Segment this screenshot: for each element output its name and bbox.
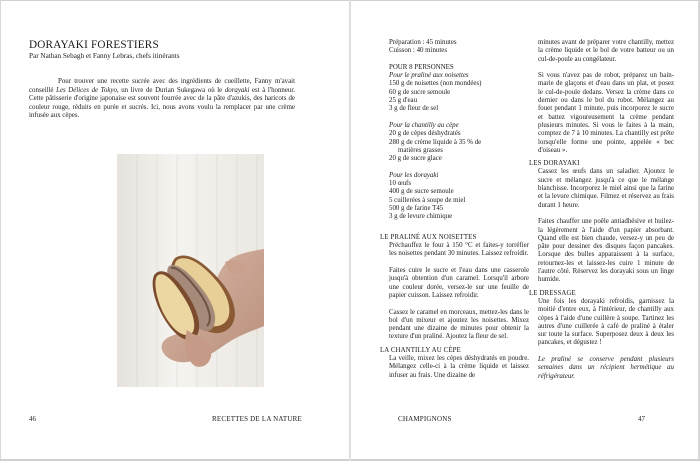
page-number-left: 46 (29, 415, 36, 423)
section-heading-dorayaki: LES DORAYAKI (529, 160, 580, 168)
recipe-byline: Par Nathan Sebagh et Fanny Lebras, chefs itinérants (29, 52, 180, 60)
ingredient-group-title: Pour le praliné aux noisettes (389, 72, 469, 80)
step-paragraph: La veille, mixez les cèpes déshydratés en poudre. Mélangez celle-ci à la crème liquide et laissez infuser au frais. Une dizaine de (389, 354, 529, 379)
step-paragraph-continued: minutes avant de préparer votre chantilly, mettez la crème liquide et le bol de votre batteur ou un cul-de-poule au congélateur. (538, 39, 674, 63)
dorayaki-photo (117, 154, 264, 387)
step-paragraph: Si vous n'avez pas de robot, préparez un bain-marie de glaçons et d'eau dans un plat, et posez le cul-de-poule dedans. Versez la crème dans ce dernier ou dans le bol du robot. Mélangez au fouet pendant 1 minute, puis incorporez le sucre et battez vigoureusement la crème pendant plusieurs minutes. Si vous le faites à la main, comptez de 7 à 10 minutes. La chantilly est prête lorsqu'elle forme une pointe, appelée « bec d'oiseau ». (538, 72, 674, 154)
preparation-time: Préparation : 45 minutes (389, 39, 457, 46)
intro-part2: , un livre de Durian Sukegawa où le (116, 86, 225, 94)
recipe-column-2 (529, 39, 674, 381)
intro-book-title: Les Délices de Tokyo (56, 86, 117, 94)
section-heading-dressage: LE DRESSAGE (529, 289, 576, 297)
recipe-title: DORAYAKI FORESTIERS (29, 39, 159, 51)
dorayaki-hand-illustration (117, 154, 264, 387)
page-number-right: 47 (638, 415, 645, 423)
left-page (0, 0, 349, 461)
ingredient-item: 5 cuillerées à soupe de miel (389, 196, 466, 204)
right-page (351, 0, 698, 461)
ingredient-item: 500 g de farine T45 (389, 204, 444, 212)
section-heading-chantilly: LA CHANTILLY AU CÈPE (380, 346, 461, 354)
intro-dorayaki: dorayaki (224, 86, 250, 94)
ingredient-item: 10 œufs (389, 180, 412, 188)
servings: POUR 8 PERSONNES (389, 63, 454, 71)
ingredient-item: 400 g de sucre semoule (389, 188, 454, 196)
ingredient-item: 3 g de fleur de sel (389, 105, 439, 113)
storage-note: Le praliné se conserve pendant plusieurs semaines dans un récipient hermétique au réfrigérateur. (538, 355, 674, 380)
ingredient-group-title: Pour les dorayaki (389, 171, 439, 179)
step-paragraph: Cassez le caramel en morceaux, mettez-les dans le bol d'un mixeur et ajoutez les noisettes. Mixez pendant une dizaine de minutes pour obtenir la texture d'un praliné. Ajoutez la fleur de sel. (389, 308, 529, 341)
ingredient-item: 3 g de levure chimique (389, 213, 453, 221)
step-paragraph: Une fois les dorayaki refroidis, garnissez la moitié d'entre eux, à l'intérieur, de chantilly aux cèpes à l'aide d'une cuillère à soupe. Tartinez les autres d'une cuillerée à café de praliné à étaler sur toute la surface. Superposez deux à deux les pancakes, et dégustez ! (538, 297, 674, 347)
intro-part1: Pour trouver une recette sucrée avec des ingrédients de cueillette, Fanny m'avait conseillé (29, 78, 295, 94)
step-paragraph: Faites chauffer une poêle antiadhésive et huilez-la légèrement à l'aide d'un papier absorbant. Quand elle est bien chaude, versez-y un peu de pâte pour dessiner des disques façon pancakes. Lorsque des bulles apparaissent à la surface, retournez-les et laissez-les cuire 1 minute de l'autre côté. Réservez les dorayaki sous un linge humide. (538, 218, 674, 284)
step-paragraph: Faites cuire le sucre et l'eau dans une casserole jusqu'à obtention d'un caramel. Lorsqu'il arbore une couleur dorée, versez-le sur une feuille de papier cuisson. Laissez refroidir. (389, 267, 529, 299)
recipe-intro (29, 78, 295, 121)
recipe-column-1 (380, 39, 529, 380)
ingredient-item: 280 g de crème liquide à 35 % de (389, 138, 482, 146)
running-head-left: RECETTES DE LA NATURE (212, 415, 302, 423)
cooking-time: Cuisson : 40 minutes (389, 47, 448, 55)
ingredient-item: 60 g de sucre semoule (389, 88, 451, 96)
ingredient-item: 25 g d'eau (389, 97, 418, 105)
ingredient-item: 20 g de sucre glace (389, 155, 442, 163)
section-heading-praline: LE PRALINÉ AUX NOISETTES (380, 233, 477, 241)
step-paragraph: Préchauffez le four à 150 °C et faites-y torréfier les noisettes pendant 30 minutes. Laissez refroidir. (389, 242, 529, 258)
intro-part3: est à l'honneur. Cette pâtisserie d'origine japonaise est souvent fourrée avec de la pâte d'azukis, des haricots de couleur rouge, réduits en purée et sucrés. Ici, nous avons voulu la remplacer par une crème infusée aux cèpes. (29, 86, 295, 120)
ingredient-group-title: Pour la chantilly au cèpe (389, 121, 459, 129)
running-head-right: CHAMPIGNONS (398, 415, 452, 423)
section-body-praline (389, 242, 529, 342)
ingredient-item: 20 g de cèpes déshydratés (389, 130, 461, 138)
ingredient-item: matières grasses (398, 146, 443, 154)
step-paragraph: Cassez les œufs dans un saladier. Ajoutez le sucre et mélangez jusqu'à ce que le mélange blanchisse. Incorporez le miel ainsi que la farine et la levure chimique. Filmez et réservez au frais durant 1 heure. (538, 168, 674, 209)
ingredient-item: 150 g de noisettes (non mondées) (389, 80, 482, 88)
